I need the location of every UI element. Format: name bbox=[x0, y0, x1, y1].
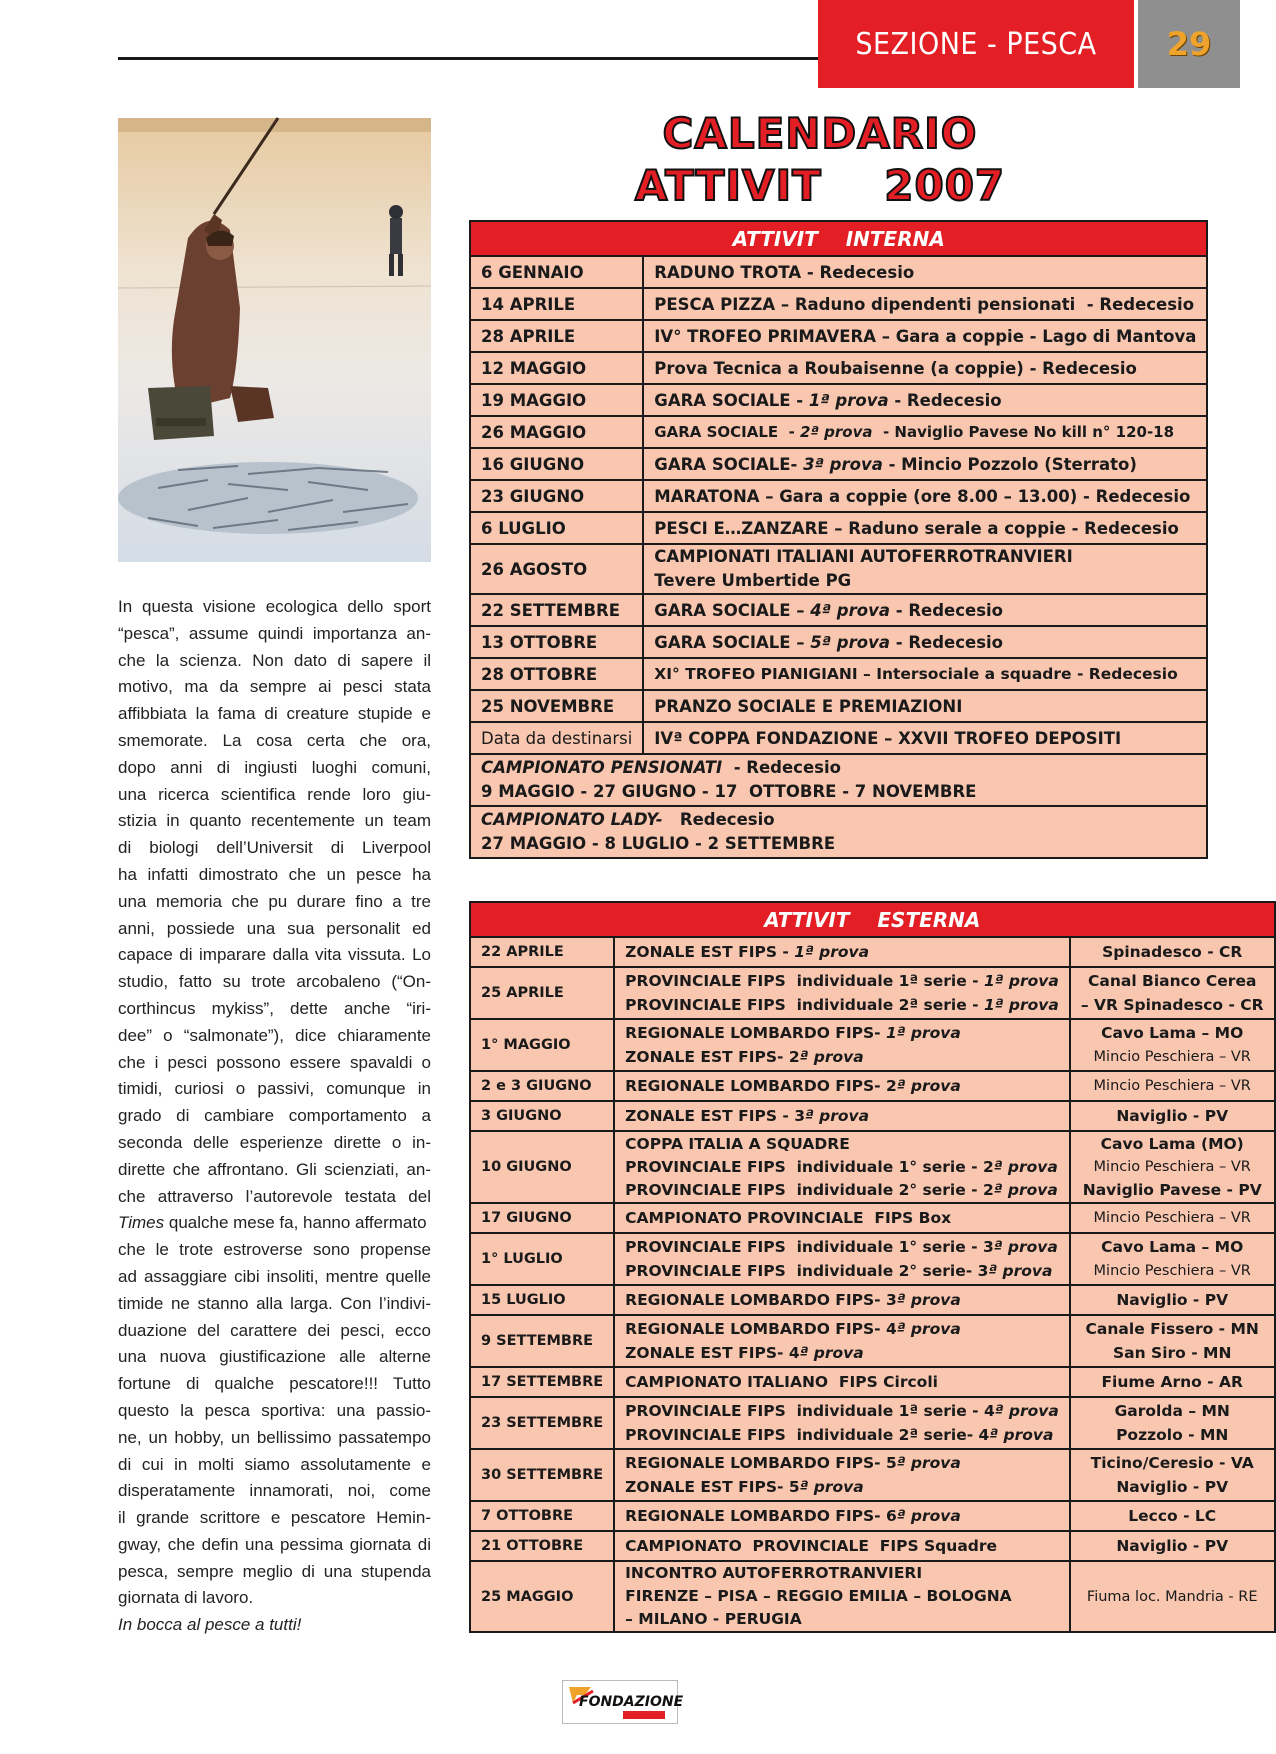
event-part: - Redecesio bbox=[888, 390, 1002, 410]
row-date: Data da destinarsi bbox=[470, 722, 643, 754]
article-line: questo la pesca sportiva: una passio- bbox=[118, 1400, 431, 1420]
article-closing: In bocca al pesce a tutti! bbox=[118, 1615, 302, 1635]
event-line bbox=[625, 1562, 1059, 1585]
table-row bbox=[470, 967, 1275, 1019]
event-line bbox=[625, 1074, 1059, 1098]
article-line: fortune di qualche pescatore!!! Tutto bbox=[118, 1374, 431, 1394]
event-line bbox=[625, 1451, 1059, 1475]
event-round: ª prova bbox=[896, 1454, 961, 1472]
table-row bbox=[470, 352, 1207, 384]
place-line: Ticino/Ceresio - VA bbox=[1090, 1454, 1254, 1472]
event-part: REGIONALE LOMBARDO FIPS- 3 bbox=[625, 1291, 897, 1309]
place-line: Mincio Peschiera – VR bbox=[1093, 1049, 1251, 1065]
title-line-2: ATTIVIT 2007 bbox=[634, 161, 1006, 210]
event-line bbox=[625, 1133, 1059, 1156]
article-line bbox=[118, 1210, 431, 1237]
table-row bbox=[470, 384, 1207, 416]
article-line: ha infatti dimostrato che un pesce ha bbox=[118, 864, 431, 884]
event-part: INCONTRO AUTOFERROTRANVIERI bbox=[625, 1564, 923, 1582]
champ-label: CAMPIONATO LADY- bbox=[481, 810, 663, 829]
page-title bbox=[560, 108, 1080, 212]
place-line: Naviglio - PV bbox=[1116, 1537, 1229, 1555]
event-round: ª prova bbox=[993, 1157, 1058, 1176]
table-row bbox=[470, 256, 1207, 288]
place-line: Mincio Peschiera – VR bbox=[1093, 1078, 1251, 1094]
event-part: ZONALE EST FIPS - 3 bbox=[625, 1107, 806, 1125]
row-event bbox=[614, 1019, 1070, 1071]
article-line: che la scienza. Non dato di sapere il bbox=[118, 650, 431, 670]
place-line: Fiume Arno - AR bbox=[1101, 1373, 1243, 1391]
article-line: pesca, sempre meglio di una stupenda bbox=[118, 1561, 431, 1581]
row-event bbox=[643, 626, 1207, 658]
row-date: 22 APRILE bbox=[470, 937, 614, 967]
internal-activity-table bbox=[469, 220, 1208, 859]
row-place bbox=[1070, 1397, 1275, 1449]
row-event bbox=[614, 1397, 1070, 1449]
row-date: 1° LUGLIO bbox=[470, 1233, 614, 1285]
row-event bbox=[614, 1315, 1070, 1367]
event-round: ª prova bbox=[989, 1426, 1054, 1444]
article-line: studio, fatto su trote arcobaleno (“On- bbox=[118, 972, 431, 992]
row-event bbox=[643, 384, 1207, 416]
row-date: 16 GIUGNO bbox=[470, 448, 643, 480]
times-rest: qualche mese fa, hanno affermato bbox=[164, 1213, 427, 1233]
row-event bbox=[614, 1501, 1070, 1531]
article-text bbox=[118, 594, 431, 1639]
event-line bbox=[625, 1370, 1059, 1394]
event-part: GARA SOCIALE- bbox=[654, 454, 804, 474]
event-part: ZONALE EST FIPS - bbox=[625, 943, 795, 961]
champ-title bbox=[481, 808, 1196, 832]
article-line: smemorate. La cosa certa che ora, bbox=[118, 730, 431, 750]
row-date: 12 MAGGIO bbox=[470, 352, 643, 384]
event-round: ª prova bbox=[896, 1507, 961, 1525]
row-event: IVª COPPA FONDAZIONE – XXVII TROFEO DEPOSITI bbox=[643, 722, 1207, 754]
event-line bbox=[625, 940, 1059, 964]
row-date: 17 GIUGNO bbox=[470, 1203, 614, 1233]
event-round: 1ª prova bbox=[983, 996, 1059, 1014]
row-event bbox=[643, 544, 1207, 594]
event-line: Tevere Umbertide PG bbox=[654, 571, 852, 590]
event-line bbox=[625, 1504, 1059, 1528]
champ-label: CAMPIONATO PENSIONATI bbox=[481, 758, 723, 777]
event-part: PROVINCIALE FIPS individuale 1° serie - 3 bbox=[625, 1238, 994, 1256]
event-part: PROVINCIALE FIPS individuale 2ª serie - bbox=[625, 996, 984, 1014]
row-date: 6 LUGLIO bbox=[470, 512, 643, 544]
event-round: 2ª prova bbox=[800, 423, 873, 441]
row-date: 30 SETTEMBRE bbox=[470, 1449, 614, 1501]
row-place bbox=[1070, 1315, 1275, 1367]
event-round: ª prova bbox=[993, 1238, 1058, 1256]
row-place bbox=[1070, 1561, 1275, 1632]
article-line: una ricerca scientifica rende loro giu- bbox=[118, 784, 431, 804]
article-line: che attraverso l’autorevole testata del bbox=[118, 1186, 431, 1206]
table-row bbox=[470, 1101, 1275, 1131]
internal-heading: ATTIVIT INTERNA bbox=[470, 221, 1207, 256]
row-date: 2 e 3 GIUGNO bbox=[470, 1071, 614, 1101]
event-part: CAMPIONATO PROVINCIALE FIPS Squadre bbox=[625, 1537, 998, 1555]
page-number bbox=[1138, 0, 1240, 88]
event-part: COPPA ITALIA A SQUADRE bbox=[625, 1134, 850, 1153]
row-event bbox=[614, 1203, 1070, 1233]
table-row bbox=[470, 690, 1207, 722]
event-part: CAMPIONATO PROVINCIALE FIPS Box bbox=[625, 1209, 952, 1227]
row-date: 15 LUGLIO bbox=[470, 1285, 614, 1315]
event-part: GARA SOCIALE – bbox=[654, 632, 811, 652]
section-label bbox=[818, 0, 1134, 88]
article-line: giornata di lavoro. bbox=[118, 1588, 254, 1608]
champ-place: Redecesio bbox=[662, 810, 775, 829]
row-date: 3 GIUGNO bbox=[470, 1101, 614, 1131]
article-line: di cui in molti siamo assolutamente e bbox=[118, 1454, 431, 1474]
page-number-text: 29 bbox=[1166, 25, 1212, 63]
event-round: ª prova bbox=[896, 1077, 961, 1095]
table-header-row bbox=[470, 902, 1275, 937]
fondazione-logo bbox=[562, 1680, 684, 1724]
table-row bbox=[470, 594, 1207, 626]
event-part: GARA SOCIALE - bbox=[654, 390, 809, 410]
ice-fishing-photo bbox=[118, 118, 431, 562]
table-row bbox=[470, 1071, 1275, 1101]
event-part: PROVINCIALE FIPS individuale 2° serie- 3 bbox=[625, 1262, 989, 1280]
row-event bbox=[614, 1561, 1070, 1632]
row-date: 1° MAGGIO bbox=[470, 1019, 614, 1071]
table-row bbox=[470, 1131, 1275, 1203]
article-line: che i pesci possono essere spavaldi o bbox=[118, 1052, 431, 1072]
place-line: Cavo Lama (MO) bbox=[1100, 1134, 1244, 1153]
article-line: affibbiata la fama di creature stupide e bbox=[118, 704, 431, 724]
event-round: 3ª prova bbox=[803, 454, 883, 474]
logo-text: FONDAZIONE bbox=[579, 1694, 684, 1710]
event-part: REGIONALE LOMBARDO FIPS- 2 bbox=[625, 1077, 897, 1095]
article-line: dee” o “salmonate”), dice chiaramente bbox=[118, 1025, 431, 1045]
event-part: REGIONALE LOMBARDO FIPS- bbox=[625, 1024, 886, 1042]
row-date: 23 GIUGNO bbox=[470, 480, 643, 512]
article-line: corthincus mykiss”, dette anche “iri- bbox=[118, 998, 431, 1018]
row-place bbox=[1070, 1019, 1275, 1071]
table-row bbox=[470, 626, 1207, 658]
article-line: una memoria che pu durare fino a tre bbox=[118, 891, 431, 911]
event-line bbox=[625, 1104, 1059, 1128]
article-line: timide ne stanno alla larga. Con l’indivi- bbox=[118, 1293, 431, 1313]
event-part: - Naviglio Pavese No kill n° 120-18 bbox=[872, 423, 1175, 441]
place-line: Canale Fissero - MN bbox=[1085, 1320, 1259, 1338]
place-line: Naviglio - PV bbox=[1116, 1291, 1229, 1309]
article-line: timidi, curiosi o passivi, comunque in bbox=[118, 1079, 431, 1099]
row-event bbox=[614, 1071, 1070, 1101]
event-round: ª prova bbox=[799, 1478, 864, 1496]
event-line bbox=[625, 1179, 1059, 1202]
row-place bbox=[1070, 1449, 1275, 1501]
row-place bbox=[1070, 1233, 1275, 1285]
champ-place: - Redecesio bbox=[722, 758, 841, 777]
article-line: anni, possiede una sua personalit ed bbox=[118, 918, 431, 938]
event-round: ª prova bbox=[994, 1402, 1059, 1420]
row-place bbox=[1070, 1203, 1275, 1233]
article-line: ad assaggiare cibi insoliti, mentre quelle bbox=[118, 1266, 431, 1286]
place-line: Cavo Lama – MO bbox=[1101, 1238, 1244, 1256]
lady-championship bbox=[470, 806, 1207, 858]
place-line: Fiuma loc. Mandria - RE bbox=[1086, 1588, 1258, 1605]
row-event bbox=[614, 1449, 1070, 1501]
row-event: PRANZO SOCIALE E PREMIAZIONI bbox=[643, 690, 1207, 722]
event-line: CAMPIONATI ITALIANI AUTOFERROTRANVIERI bbox=[654, 547, 1073, 566]
event-round: ª prova bbox=[993, 1180, 1058, 1199]
row-date: 28 APRILE bbox=[470, 320, 643, 352]
event-line bbox=[625, 1206, 1059, 1230]
event-part: REGIONALE LOMBARDO FIPS- 5 bbox=[625, 1454, 897, 1472]
row-date: 17 SETTEMBRE bbox=[470, 1367, 614, 1397]
row-event bbox=[643, 594, 1207, 626]
article-line: dopo anni di ingiusti luoghi comuni, bbox=[118, 757, 431, 777]
table-row bbox=[470, 1449, 1275, 1501]
table-row bbox=[470, 480, 1207, 512]
event-line bbox=[625, 969, 1059, 993]
event-line bbox=[625, 1585, 1059, 1608]
event-part: – MILANO - PERUGIA bbox=[625, 1610, 802, 1628]
row-event bbox=[614, 1233, 1070, 1285]
row-place bbox=[1070, 1367, 1275, 1397]
event-round: ª prova bbox=[896, 1320, 961, 1338]
article-line: “pesca”, assume quindi importanza an- bbox=[118, 623, 431, 643]
event-line bbox=[625, 1475, 1059, 1499]
place-line: Mincio Peschiera – VR bbox=[1093, 1263, 1251, 1279]
event-round: 1ª prova bbox=[808, 390, 889, 410]
row-date: 26 MAGGIO bbox=[470, 416, 643, 448]
event-round: ª prova bbox=[805, 1107, 870, 1125]
event-part: PROVINCIALE FIPS individuale 1ª serie - bbox=[625, 972, 984, 990]
place-line: – VR Spinadesco - CR bbox=[1080, 996, 1264, 1014]
event-line bbox=[625, 993, 1059, 1017]
place-line: Mincio Peschiera – VR bbox=[1093, 1210, 1251, 1226]
event-part: PROVINCIALE FIPS individuale 1ª serie - 4 bbox=[625, 1402, 995, 1420]
row-date: 25 MAGGIO bbox=[470, 1561, 614, 1632]
table-row bbox=[470, 1397, 1275, 1449]
row-event bbox=[614, 1101, 1070, 1131]
title-line-1: CALENDARIO bbox=[662, 109, 978, 158]
row-place bbox=[1070, 1501, 1275, 1531]
article-line: motivo, ma da sempre ai pesci stata bbox=[118, 677, 431, 697]
event-round: ª prova bbox=[799, 1048, 864, 1066]
place-line: Spinadesco - CR bbox=[1102, 943, 1243, 961]
article-line: seconda delle esperienze dirette o in- bbox=[118, 1132, 431, 1152]
event-part: - Redecesio bbox=[890, 632, 1004, 652]
row-place bbox=[1070, 1131, 1275, 1203]
row-date: 26 AGOSTO bbox=[470, 544, 643, 594]
place-line: Pozzolo - MN bbox=[1116, 1426, 1229, 1444]
table-row bbox=[470, 448, 1207, 480]
event-part: ZONALE EST FIPS- 4 bbox=[625, 1344, 800, 1362]
row-event: PESCA PIZZA – Raduno dipendenti pensionati - Redecesio bbox=[643, 288, 1207, 320]
article-line: una nuova giustificazione alle alterne bbox=[118, 1347, 431, 1367]
event-part: PROVINCIALE FIPS individuale 1° serie - 2 bbox=[625, 1157, 994, 1176]
event-part: GARA SOCIALE – bbox=[654, 600, 811, 620]
event-part: PROVINCIALE FIPS individuale 2ª serie- 4 bbox=[625, 1426, 990, 1444]
table-row bbox=[470, 1285, 1275, 1315]
row-place bbox=[1070, 1071, 1275, 1101]
external-activity-table bbox=[469, 901, 1276, 1633]
table-row bbox=[470, 937, 1275, 967]
event-line bbox=[625, 1317, 1059, 1341]
table-row bbox=[470, 754, 1207, 806]
row-date: 13 OTTOBRE bbox=[470, 626, 643, 658]
event-line bbox=[625, 1288, 1059, 1312]
row-place bbox=[1070, 1101, 1275, 1131]
event-part: - Redecesio bbox=[890, 600, 1004, 620]
event-part: REGIONALE LOMBARDO FIPS- 4 bbox=[625, 1320, 897, 1338]
row-event bbox=[614, 967, 1070, 1019]
event-line bbox=[625, 1259, 1059, 1283]
row-date: 7 OTTOBRE bbox=[470, 1501, 614, 1531]
event-line bbox=[625, 1341, 1059, 1365]
row-event: IV° TROFEO PRIMAVERA – Gara a coppie - Lago di Mantova bbox=[643, 320, 1207, 352]
champ-title bbox=[481, 756, 1196, 780]
place-line: Lecco - LC bbox=[1128, 1507, 1217, 1525]
article-line: che le trote estroverse sono propense bbox=[118, 1240, 431, 1260]
table-header-row bbox=[470, 221, 1207, 256]
place-line: San Siro - MN bbox=[1112, 1344, 1232, 1362]
row-date: 9 SETTEMBRE bbox=[470, 1315, 614, 1367]
article-line: gway, che defin una pessima giornata di bbox=[118, 1534, 431, 1554]
row-event bbox=[614, 1285, 1070, 1315]
row-date: 28 OTTOBRE bbox=[470, 658, 643, 690]
event-round: 4ª prova bbox=[810, 600, 890, 620]
table-row bbox=[470, 1561, 1275, 1632]
row-place bbox=[1070, 1285, 1275, 1315]
article-line: grado di cambiare comportamento a bbox=[118, 1106, 431, 1126]
row-place bbox=[1070, 937, 1275, 967]
pensionati-championship bbox=[470, 754, 1207, 806]
event-line bbox=[625, 1156, 1059, 1179]
event-part: CAMPIONATO ITALIANO FIPS Circoli bbox=[625, 1373, 938, 1391]
event-part: PROVINCIALE FIPS individuale 2° serie - 2 bbox=[625, 1180, 994, 1199]
article-line: duazione del carattere dei pesci, ecco bbox=[118, 1320, 431, 1340]
table-row bbox=[470, 1367, 1275, 1397]
table-row bbox=[470, 1531, 1275, 1561]
event-line bbox=[625, 1534, 1059, 1558]
photo-illustration bbox=[118, 118, 431, 562]
table-row bbox=[470, 806, 1207, 858]
row-event bbox=[614, 1367, 1070, 1397]
table-row bbox=[470, 1233, 1275, 1285]
row-event: RADUNO TROTA - Redecesio bbox=[643, 256, 1207, 288]
header-rule bbox=[118, 57, 818, 60]
event-round: 1ª prova bbox=[983, 972, 1059, 990]
table-row bbox=[470, 658, 1207, 690]
event-round: 1ª prova bbox=[794, 943, 870, 961]
row-date: 25 NOVEMBRE bbox=[470, 690, 643, 722]
row-date: 23 SETTEMBRE bbox=[470, 1397, 614, 1449]
place-line: Garolda – MN bbox=[1114, 1402, 1230, 1420]
event-line bbox=[625, 1021, 1059, 1045]
row-date: 14 APRILE bbox=[470, 288, 643, 320]
row-date: 21 OTTOBRE bbox=[470, 1531, 614, 1561]
event-line bbox=[625, 1045, 1059, 1069]
event-line bbox=[625, 1423, 1059, 1447]
times-word: Times bbox=[118, 1213, 165, 1233]
row-date: 22 SETTEMBRE bbox=[470, 594, 643, 626]
place-line: Naviglio - PV bbox=[1116, 1478, 1229, 1496]
place-line: Mincio Peschiera – VR bbox=[1093, 1158, 1251, 1175]
champ-dates: 9 MAGGIO - 27 GIUGNO - 17 OTTOBRE - 7 NOVEMBRE bbox=[481, 782, 977, 801]
event-line bbox=[625, 1235, 1059, 1259]
table-row bbox=[470, 320, 1207, 352]
row-event: XI° TROFEO PIANIGIANI – Intersociale a squadre - Redecesio bbox=[643, 658, 1207, 690]
table-row bbox=[470, 288, 1207, 320]
row-event bbox=[614, 1131, 1070, 1203]
article-line: stizia in quanto recentemente un team bbox=[118, 811, 431, 831]
place-line: Cavo Lama – MO bbox=[1101, 1024, 1244, 1042]
event-part: ZONALE EST FIPS- 2 bbox=[625, 1048, 800, 1066]
champ-dates: 27 MAGGIO - 8 LUGLIO - 2 SETTEMBRE bbox=[481, 834, 836, 853]
table-row bbox=[470, 512, 1207, 544]
event-part: REGIONALE LOMBARDO FIPS- 6 bbox=[625, 1507, 897, 1525]
table-row bbox=[470, 1315, 1275, 1367]
event-part: ZONALE EST FIPS- 5 bbox=[625, 1478, 800, 1496]
article-line: di biologi dell’Universit di Liverpool bbox=[118, 838, 431, 858]
event-round: ª prova bbox=[799, 1344, 864, 1362]
place-line: Naviglio - PV bbox=[1116, 1107, 1229, 1125]
event-part: - Mincio Pozzolo (Sterrato) bbox=[882, 454, 1137, 474]
row-event: Prova Tecnica a Roubaisenne (a coppie) - Redecesio bbox=[643, 352, 1207, 384]
row-event bbox=[643, 448, 1207, 480]
event-round: 5ª prova bbox=[810, 632, 890, 652]
article-line: dirette che affrontano. Gli scienziati, an- bbox=[118, 1159, 431, 1179]
table-row bbox=[470, 544, 1207, 594]
event-part: GARA SOCIALE - bbox=[654, 423, 801, 441]
row-date: 6 GENNAIO bbox=[470, 256, 643, 288]
event-line bbox=[625, 1399, 1059, 1423]
place-line: Naviglio Pavese - PV bbox=[1082, 1180, 1262, 1199]
event-line bbox=[625, 1608, 1059, 1631]
external-heading: ATTIVIT ESTERNA bbox=[470, 902, 1275, 937]
table-row bbox=[470, 416, 1207, 448]
row-event bbox=[643, 416, 1207, 448]
row-place bbox=[1070, 1531, 1275, 1561]
article-line: ne, un hobby, un bellissimo passatempo bbox=[118, 1427, 431, 1447]
row-event bbox=[614, 937, 1070, 967]
row-date: 25 APRILE bbox=[470, 967, 614, 1019]
row-date: 10 GIUGNO bbox=[470, 1131, 614, 1203]
event-part: FIRENZE – PISA – REGGIO EMILIA – BOLOGNA bbox=[625, 1587, 1012, 1605]
row-date: 19 MAGGIO bbox=[470, 384, 643, 416]
table-row bbox=[470, 1501, 1275, 1531]
table-row bbox=[470, 722, 1207, 754]
table-row bbox=[470, 1019, 1275, 1071]
row-event bbox=[614, 1531, 1070, 1561]
row-event: MARATONA – Gara a coppie (ore 8.00 – 13.00) - Redecesio bbox=[643, 480, 1207, 512]
place-line: Canal Bianco Cerea bbox=[1088, 972, 1257, 990]
article-line: In questa visione ecologica dello sport bbox=[118, 597, 431, 616]
event-round: 1ª prova bbox=[886, 1024, 961, 1042]
article-line: disperatamente innamorati, noi, come bbox=[118, 1481, 431, 1501]
article-line: capace di imparare dalla vita vissuta. Lo bbox=[118, 945, 431, 965]
row-event: PESCI E…ZANZARE – Raduno serale a coppie - Redecesio bbox=[643, 512, 1207, 544]
event-round: ª prova bbox=[896, 1291, 961, 1309]
table-row bbox=[470, 1203, 1275, 1233]
row-place bbox=[1070, 967, 1275, 1019]
section-label-text: SEZIONE - PESCA bbox=[855, 26, 1097, 62]
article-line: il grande scrittore e pescatore Hemin- bbox=[118, 1508, 431, 1528]
event-round: ª prova bbox=[988, 1262, 1053, 1280]
